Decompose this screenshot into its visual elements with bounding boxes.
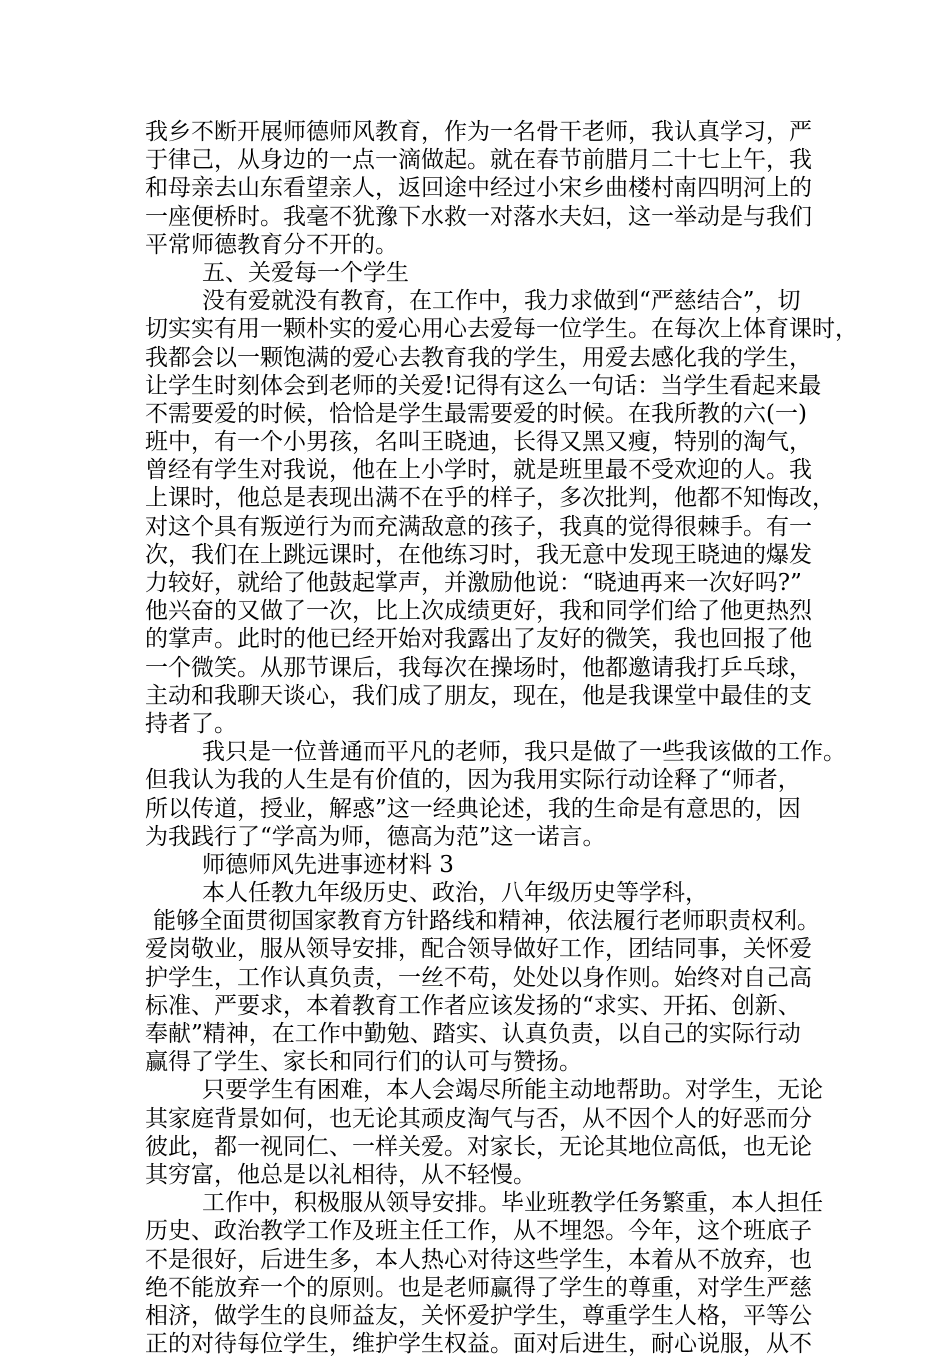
text-line: 切实实有用一颗朴实的爱心用心去爱每一位学生。在每次上体育课时， — [145, 316, 858, 343]
text-line: 相济，做学生的良师益友，关怀爱护学生，尊重学生人格，平等公 — [145, 1302, 812, 1329]
text-line: 主动和我聊天谈心，我们成了朋友，现在，他是我课堂中最佳的支 — [145, 682, 812, 709]
text-line: 本人任教九年级历史、政治，八年级历史等学科， — [202, 880, 708, 907]
text-line: 曾经有学生对我说，他在上小学时，就是班里最不受欢迎的人。我 — [145, 457, 812, 484]
text-line: 力较好，就给了他鼓起掌声，并激励他说：“晓迪再来一次好吗?” — [145, 570, 802, 596]
text-line: 一个微笑。从那节课后，我每次在操场时，他都邀请我打乒乓球， — [145, 654, 812, 681]
text-line: 对这个具有叛逆行为而充满敌意的孩子，我真的觉得很棘手。有一 — [145, 513, 812, 540]
text-line: 的掌声。此时的他已经开始对我露出了友好的微笑，我也回报了他 — [145, 626, 812, 653]
text-line: 工作中，积极服从领导安排。毕业班教学任务繁重，本人担任 — [202, 1190, 823, 1217]
text-line: 所以传道，授业，解惑”这一经典论述，我的生命是有意思的，因 — [145, 795, 801, 822]
text-line: 我乡不断开展师德师风教育，作为一名骨干老师，我认真学习，严 — [145, 119, 812, 145]
text-line: 奉献”精神，在工作中勤勉、踏实、认真负责，以自己的实际行动 — [145, 1021, 801, 1047]
text-line: 我都会以一颗饱满的爱心去教育我的学生，用爱去感化我的学生， — [145, 344, 812, 371]
text-line: 历史、政治教学工作及班主任工作，从不埋怨。今年，这个班底子 — [145, 1218, 812, 1245]
text-line: 和母亲去山东看望亲人，返回途中经过小宋乡曲楼村南四明河上的 — [145, 175, 812, 202]
text-line: 其家庭背景如何，也无论其顽皮淘气与否，从不因个人的好恶而分 — [145, 1105, 812, 1132]
text-line: 于律己，从身边的一点一滴做起。就在春节前腊月二十七上午，我 — [145, 147, 812, 174]
text-line: 不需要爱的时候，恰恰是学生最需要爱的时候。在我所教的六(一) — [145, 400, 807, 427]
text-line: 持者了。 — [145, 710, 237, 737]
text-line: 上课时，他总是表现出满不在乎的样子，多次批判，他都不知悔改， — [145, 485, 835, 512]
text-line: 我只是一位普通而平凡的老师，我只是做了一些我该做的工作。 — [202, 739, 846, 766]
text-line: 让学生时刻体会到老师的关爱!记得有这么一句话：当学生看起来最 — [145, 372, 822, 399]
text-line: 赢得了学生、家长和同行们的认可与赞扬。 — [145, 1049, 582, 1076]
text-line: 他兴奋的又做了一次，比上次成绩更好，我和同学们给了他更热烈 — [145, 598, 812, 625]
text-line: 标准、严要求，本着教育工作者应该发扬的“求实、开拓、创新、 — [145, 992, 801, 1019]
text-line: 五、关爱每一个学生 — [202, 259, 409, 286]
text-line: 绝不能放弃一个的原则。也是老师赢得了学生的尊重，对学生严慈 — [145, 1274, 812, 1301]
text-line: 次，我们在上跳远课时，在他练习时，我无意中发现王晓迪的爆发 — [145, 541, 812, 568]
text-line: 能够全面贯彻国家教育方针路线和精神，依法履行老师职责权利。 — [153, 908, 820, 935]
text-line: 正的对待每位学生，维护学生权益。面对后进生，耐心说服，从不 — [145, 1331, 812, 1358]
text-line: 只要学生有困难，本人会竭尽所能主动地帮助。对学生，无论 — [202, 1077, 823, 1104]
text-line: 但我认为我的人生是有价值的，因为我用实际行动诠释了“师者， — [145, 767, 801, 794]
document-page — [145, 118, 858, 1358]
text-line: 平常师德教育分不开的。 — [145, 231, 398, 258]
text-line: 彼此，都一视同仁、一样关爱。对家长，无论其地位高低，也无论 — [145, 1133, 812, 1160]
text-line: 护学生，工作认真负责，一丝不苟，处处以身作则。始终对自己高 — [145, 964, 812, 991]
text-line: 其穷富，他总是以礼相待，从不轻慢。 — [145, 1161, 536, 1188]
text-line: 一座便桥时。我毫不犹豫下水救一对落水夫妇，这一举动是与我们 — [145, 203, 812, 230]
text-line: 不是很好，后进生多，本人热心对待这些学生，本着从不放弃，也 — [145, 1246, 812, 1273]
text-line: 没有爱就没有教育，在工作中，我力求做到“严慈结合”，切 — [202, 288, 801, 315]
text-line: 为我践行了“学高为师，德高为范”这一诺言。 — [145, 823, 606, 850]
text-line: 爱岗敬业，服从领导安排，配合领导做好工作，团结同事，关怀爱 — [145, 936, 812, 963]
text-line: 师德师风先进事迹材料 3 — [202, 851, 454, 878]
text-line: 班中，有一个小男孩，名叫王晓迪，长得又黑又瘦，特别的淘气， — [145, 429, 812, 456]
